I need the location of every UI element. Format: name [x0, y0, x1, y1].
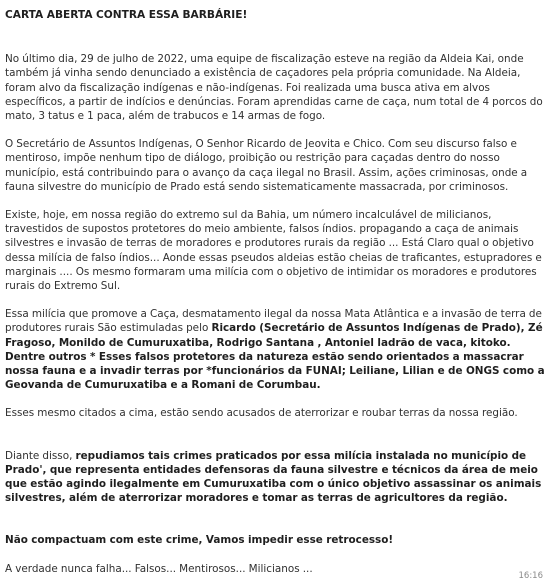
- paragraph-milicia: [5, 307, 545, 392]
- paragraph-chamada: Não compactuam com este crime, Vamos impedir esse retrocesso!: [5, 534, 394, 547]
- paragraph-repudio: [5, 449, 545, 506]
- message-timestamp: 16:16: [518, 570, 543, 581]
- paragraph-repudio-intro: Diante disso,: [5, 449, 76, 462]
- letter-title: CARTA ABERTA CONTRA ESSA BARBÁRIE!: [5, 9, 248, 21]
- paragraph-fiscalizacao: No último dia, 29 de julho de 2022, uma equipe de fiscalização esteve na região da Aldeia Kai, onde também já vinha sendo denunciado a existência de caçadores pela própria comunidade. Na Aldeia, foram alvo da fiscalização indígenas e não-indígenas. Foi realizada uma busca ativa em alvos específicos, a partir de indícios e denúncias. Foram aprendidas carne de caça, num total de 4 porcos do mato, 3 tatus e 1 paca, além de trabucos e 14 armas de fogo.: [5, 53, 543, 123]
- paragraph-acusados: Esses mesmo citados a cima, estão sendo acusados de aterrorizar e roubar terras da nossa região.: [5, 407, 518, 420]
- paragraph-milicia-names: Ricardo (Secretário de Assuntos Indígenas de Prado), Zé Fragoso, Monildo de Cumuruxatiba, Rodrigo Santana , Antoniel ladrão de vaca, kitoko. Dentre outros * Esses falsos protetores da natureza estão sendo orientados a massacrar nossa fauna e a invadir terras por *funcionários da FUNAI; Leiliane, Lilian e de ONGS como a Geovanda de Cumuruxatiba e a Romani de Corumbau.: [5, 322, 545, 392]
- paragraph-verdade: A verdade nunca falha... Falsos... Mentirosos... Milicianos ...: [5, 562, 313, 575]
- paragraph-repudio-bold: repudiamos tais crimes praticados por essa milícia instalada no município de Prado', que representa entidades defensoras da fauna silvestre e técnicos da área de meio que estão agindo ilegalmente em Cumuruxatiba com o único objetivo assassinar os animais silvestres, além de aterrorizar moradores e tomar as terras de agricultores da região.: [5, 449, 542, 505]
- paragraph-secretario: O Secretário de Assuntos Indígenas, O Senhor Ricardo de Jeovita e Chico. Com seu discurso falso e mentiroso, impõe nenhum tipo de diálogo, proibição ou restrição para caçadas dentro do nosso município, está contribuindo para o avanço da caça ilegal no Brasil. Assim, ações criminosas, onde a fauna silvestre do município de Prado está sendo sistematicamente massacrada, por criminosos.: [5, 138, 528, 193]
- paragraph-milicianos: Existe, hoje, em nossa região do extremo sul da Bahia, um número incalculável de milicianos, travestidos de supostos protetores do meio ambiente, falsos índios. propagando a caça de animais silvestres e invasão de terras de moradores e produtores rurais da região ... Está Claro qual o objetivo dessa milícia de falso índios... Aonde essas pseudos aldeias estão cheias de traficantes, estupradores e marginais .... Os mesmo formaram uma milícia com o objetivo de intimidar os moradores e produtores rurais do Extremo Sul.: [5, 209, 542, 293]
- paragraph-milicia-text: Essa milícia que promove a Caça, desmatamento ilegal da nossa Mata Atlântica e a invasão de terra de produtores rurais São estimuladas pelo: [5, 308, 542, 335]
